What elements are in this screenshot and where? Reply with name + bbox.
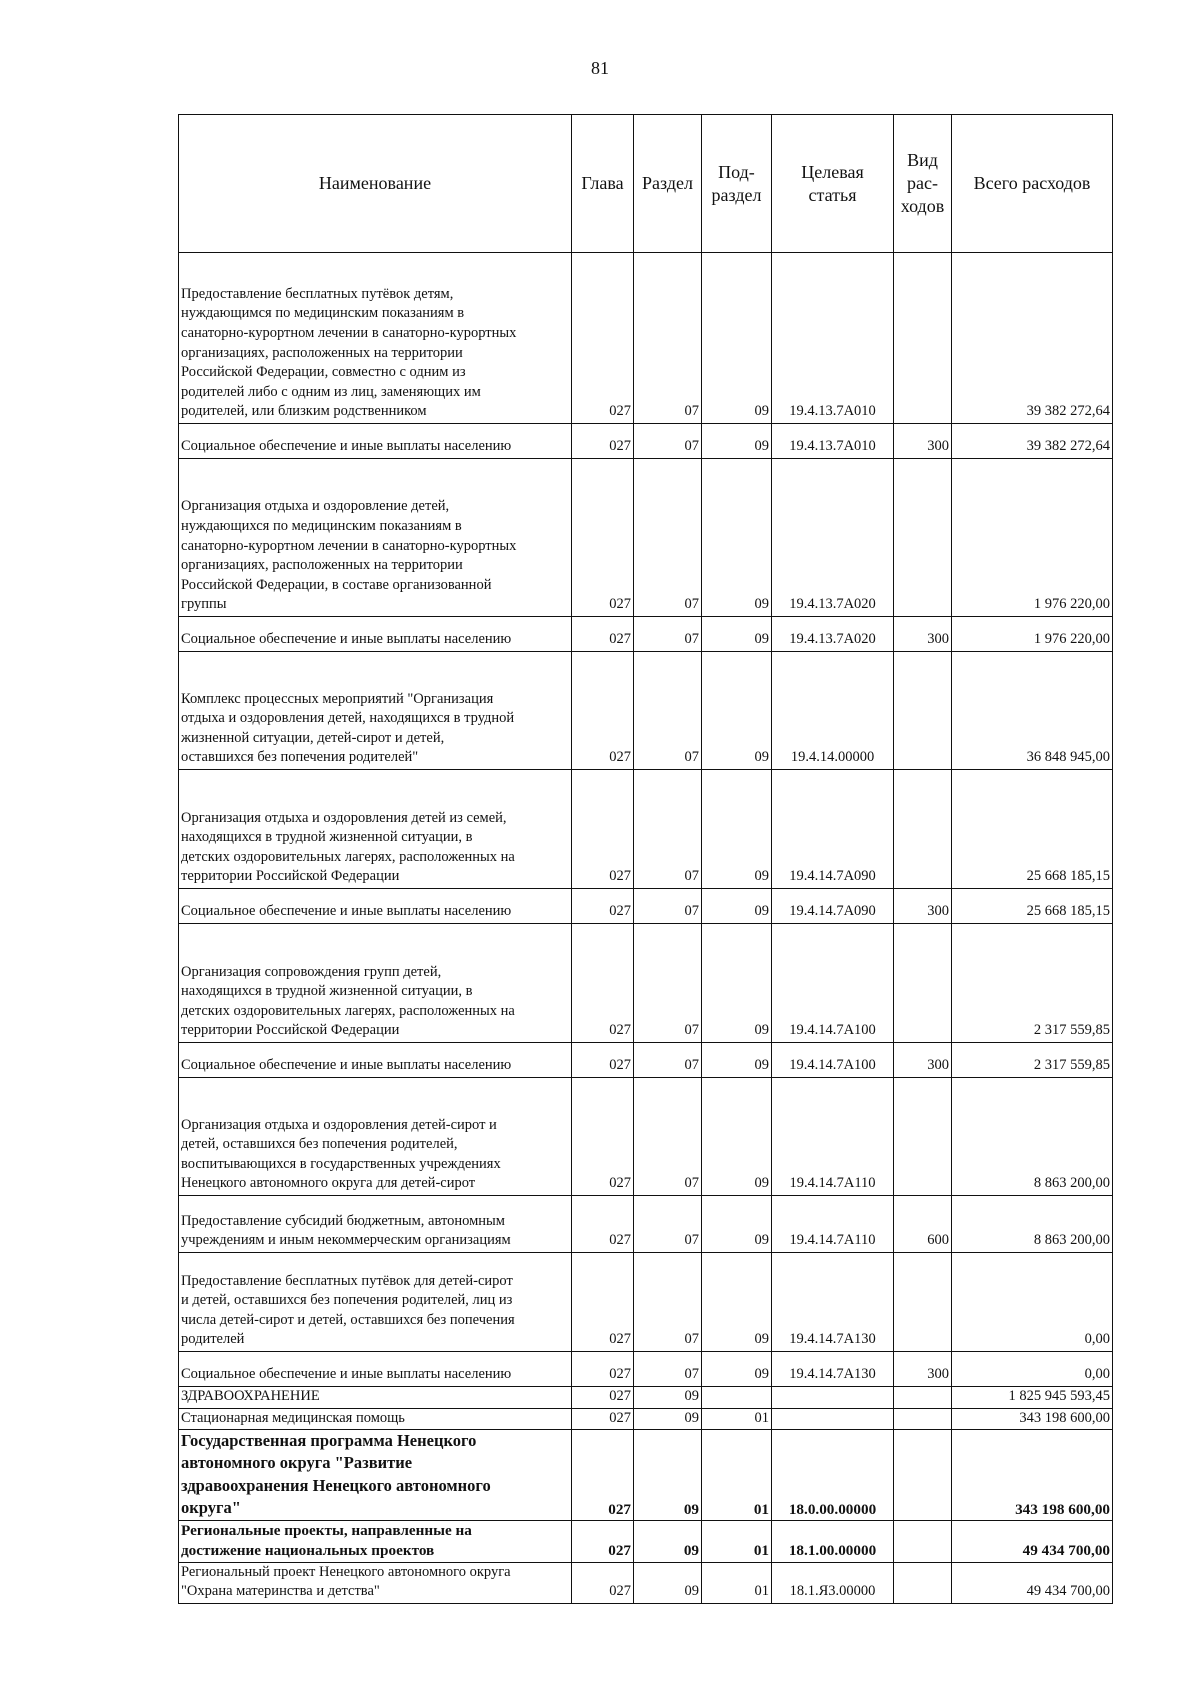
cell-celevaya (772, 1408, 894, 1430)
cell-vid (894, 1562, 952, 1603)
cell-glava: 027 (572, 1078, 634, 1196)
cell-celevaya (772, 1387, 894, 1409)
cell-total: 49 434 700,00 (952, 1562, 1113, 1603)
cell-name (179, 459, 572, 617)
cell-total: 1 825 945 593,45 (952, 1387, 1113, 1409)
cell-razdel: 07 (634, 1043, 702, 1078)
cell-total: 39 382 272,64 (952, 253, 1113, 424)
page-number: 81 (591, 58, 609, 78)
cell-total: 25 668 185,15 (952, 770, 1113, 889)
cell-celevaya: 19.4.14.7А110 (772, 1078, 894, 1196)
cell-total: 8 863 200,00 (952, 1078, 1113, 1196)
cell-vid: 300 (894, 424, 952, 459)
table-row (179, 1562, 1113, 1603)
cell-name (179, 1562, 572, 1603)
header-name: Наименование (179, 115, 572, 253)
table-row (179, 1387, 1113, 1409)
row-name-text: Предоставление бесплатных путёвок для детей-сирот и детей, оставшихся без попечения родителей, лиц из числа детей-сирот и детей, оставшихся без попечения родителей (181, 1272, 515, 1348)
row-name-text: Социальное обеспечение и иные выплаты населению (181, 1366, 512, 1383)
cell-total: 2 317 559,85 (952, 924, 1113, 1043)
row-name-text: Государственная программа Ненецкого автономного округа "Развитие здравоохранения Ненецкого автономного округа" (181, 1431, 491, 1518)
cell-podrazdel: 09 (702, 652, 772, 770)
cell-celevaya: 19.4.13.7А020 (772, 459, 894, 617)
cell-razdel: 07 (634, 253, 702, 424)
cell-total: 1 976 220,00 (952, 617, 1113, 652)
cell-vid (894, 1521, 952, 1562)
cell-razdel: 07 (634, 652, 702, 770)
table-row (179, 1196, 1113, 1253)
cell-total: 0,00 (952, 1352, 1113, 1387)
cell-podrazdel: 09 (702, 1196, 772, 1253)
table-row (179, 1043, 1113, 1078)
row-name-text: Социальное обеспечение и иные выплаты населению (181, 1057, 512, 1074)
table-row (179, 652, 1113, 770)
cell-podrazdel: 09 (702, 1078, 772, 1196)
cell-podrazdel: 09 (702, 617, 772, 652)
cell-name (179, 253, 572, 424)
cell-vid (894, 1078, 952, 1196)
cell-glava: 027 (572, 1196, 634, 1253)
cell-total: 343 198 600,00 (952, 1430, 1113, 1521)
table-row (179, 459, 1113, 617)
table-row (179, 1078, 1113, 1196)
cell-vid (894, 652, 952, 770)
table-row (179, 424, 1113, 459)
cell-glava: 027 (572, 1430, 634, 1521)
header-row (179, 115, 1113, 253)
cell-glava: 027 (572, 1562, 634, 1603)
cell-name (179, 1196, 572, 1253)
cell-razdel: 07 (634, 1078, 702, 1196)
row-name-text: Организация отдыха и оздоровление детей, нуждающихся по медицинским показаниям в санаторно-курортном лечении в санаторно-курортных организациях, расположенных на территории Российской Федерации, в составе организованной группы (181, 498, 517, 613)
row-name-text: Социальное обеспечение и иные выплаты населению (181, 903, 512, 920)
row-name-text: Организация отдыха и оздоровления детей из семей, находящихся в трудной жизненной ситуации, в детских оздоровительных лагерях, расположенных на территории Российской Федерации (181, 809, 515, 885)
cell-name (179, 1253, 572, 1352)
cell-glava: 027 (572, 1387, 634, 1409)
row-name-text: Предоставление субсидий бюджетным, автономным учреждениям и иным некоммерческим организациям (181, 1212, 511, 1249)
cell-vid: 600 (894, 1196, 952, 1253)
cell-celevaya: 19.4.14.7А090 (772, 770, 894, 889)
row-name-text: Стационарная медицинская помощь (181, 1409, 405, 1426)
cell-glava: 027 (572, 924, 634, 1043)
cell-name (179, 889, 572, 924)
table-row (179, 253, 1113, 424)
row-name-text: Социальное обеспечение и иные выплаты населению (181, 631, 512, 648)
cell-celevaya: 19.4.14.00000 (772, 652, 894, 770)
cell-celevaya: 18.0.00.00000 (772, 1430, 894, 1521)
cell-podrazdel: 09 (702, 1352, 772, 1387)
cell-glava: 027 (572, 889, 634, 924)
cell-celevaya: 19.4.14.7А100 (772, 924, 894, 1043)
table-row (179, 1430, 1113, 1521)
table-row (179, 889, 1113, 924)
cell-total: 2 317 559,85 (952, 1043, 1113, 1078)
cell-glava: 027 (572, 617, 634, 652)
cell-total: 39 382 272,64 (952, 424, 1113, 459)
table-row (179, 924, 1113, 1043)
cell-vid (894, 770, 952, 889)
cell-razdel: 07 (634, 1253, 702, 1352)
cell-podrazdel: 01 (702, 1408, 772, 1430)
cell-name (179, 652, 572, 770)
table-row (179, 617, 1113, 652)
row-name-text: Организация отдыха и оздоровления детей-сирот и детей, оставшихся без попечения родителей, воспитывающихся в государственных учреждениях Ненецкого автономного округа для детей-сирот (181, 1116, 501, 1192)
cell-podrazdel: 09 (702, 459, 772, 617)
cell-glava: 027 (572, 253, 634, 424)
cell-podrazdel: 09 (702, 924, 772, 1043)
cell-celevaya: 19.4.14.7А090 (772, 889, 894, 924)
budget-table (178, 114, 1113, 1604)
cell-razdel: 09 (634, 1430, 702, 1521)
header-total: Всего расходов (952, 115, 1113, 253)
cell-vid: 300 (894, 617, 952, 652)
cell-razdel: 07 (634, 770, 702, 889)
cell-celevaya: 19.4.13.7А020 (772, 617, 894, 652)
cell-name (179, 424, 572, 459)
cell-total: 25 668 185,15 (952, 889, 1113, 924)
cell-celevaya: 19.4.14.7А100 (772, 1043, 894, 1078)
table-row (179, 1352, 1113, 1387)
cell-celevaya: 19.4.13.7А010 (772, 424, 894, 459)
cell-vid (894, 924, 952, 1043)
cell-celevaya: 19.4.14.7А130 (772, 1352, 894, 1387)
cell-name (179, 1078, 572, 1196)
cell-razdel: 07 (634, 1196, 702, 1253)
cell-vid: 300 (894, 889, 952, 924)
row-name-text: Социальное обеспечение и иные выплаты населению (181, 438, 512, 455)
cell-name (179, 1521, 572, 1562)
cell-name (179, 924, 572, 1043)
cell-podrazdel: 09 (702, 889, 772, 924)
cell-glava: 027 (572, 424, 634, 459)
row-name-text: Региональные проекты, направленные на достижение национальных проектов (181, 1522, 472, 1559)
cell-vid (894, 1408, 952, 1430)
cell-total: 49 434 700,00 (952, 1521, 1113, 1562)
header-celevaya: Целевая статья (772, 115, 894, 253)
cell-podrazdel: 09 (702, 253, 772, 424)
cell-razdel: 09 (634, 1562, 702, 1603)
table-row (179, 1408, 1113, 1430)
header-razdel: Раздел (634, 115, 702, 253)
cell-podrazdel (702, 1387, 772, 1409)
header-podrazdel: Под- раздел (702, 115, 772, 253)
table-row (179, 770, 1113, 889)
cell-vid (894, 253, 952, 424)
header-glava: Глава (572, 115, 634, 253)
row-name-text: Организация сопровождения групп детей, находящихся в трудной жизненной ситуации, в детских оздоровительных лагерях, расположенных на территории Российской Федерации (181, 963, 515, 1039)
cell-podrazdel: 01 (702, 1430, 772, 1521)
cell-total: 36 848 945,00 (952, 652, 1113, 770)
cell-name (179, 1408, 572, 1430)
cell-name (179, 1387, 572, 1409)
cell-glava: 027 (572, 770, 634, 889)
cell-razdel: 09 (634, 1387, 702, 1409)
cell-razdel: 07 (634, 424, 702, 459)
cell-total: 8 863 200,00 (952, 1196, 1113, 1253)
cell-razdel: 07 (634, 889, 702, 924)
cell-glava: 027 (572, 1253, 634, 1352)
cell-celevaya: 18.1.00.00000 (772, 1521, 894, 1562)
cell-podrazdel: 09 (702, 424, 772, 459)
cell-razdel: 07 (634, 924, 702, 1043)
cell-razdel: 09 (634, 1521, 702, 1562)
cell-name (179, 1430, 572, 1521)
cell-glava: 027 (572, 459, 634, 617)
cell-total: 1 976 220,00 (952, 459, 1113, 617)
cell-vid (894, 1387, 952, 1409)
cell-podrazdel: 09 (702, 1043, 772, 1078)
cell-razdel: 07 (634, 617, 702, 652)
cell-celevaya: 19.4.14.7А110 (772, 1196, 894, 1253)
cell-vid: 300 (894, 1043, 952, 1078)
cell-vid (894, 1253, 952, 1352)
table-body (179, 253, 1113, 1604)
cell-total: 0,00 (952, 1253, 1113, 1352)
cell-razdel: 07 (634, 1352, 702, 1387)
cell-glava: 027 (572, 1408, 634, 1430)
cell-celevaya: 19.4.13.7А010 (772, 253, 894, 424)
row-name-text: Региональный проект Ненецкого автономного округа "Охрана материнства и детства" (181, 1563, 511, 1600)
cell-name (179, 1352, 572, 1387)
cell-podrazdel: 01 (702, 1562, 772, 1603)
cell-razdel: 09 (634, 1408, 702, 1430)
table-row (179, 1253, 1113, 1352)
table-row (179, 1521, 1113, 1562)
cell-podrazdel: 01 (702, 1521, 772, 1562)
cell-name (179, 770, 572, 889)
cell-glava: 027 (572, 1521, 634, 1562)
cell-glava: 027 (572, 1043, 634, 1078)
cell-vid: 300 (894, 1352, 952, 1387)
cell-name (179, 617, 572, 652)
row-name-text: Комплекс процессных мероприятий "Организация отдыха и оздоровления детей, находящихся в трудной жизненной ситуации, детей-сирот и детей, оставшихся без попечения родителей" (181, 690, 515, 766)
cell-total: 343 198 600,00 (952, 1408, 1113, 1430)
cell-razdel: 07 (634, 459, 702, 617)
header-vid: Вид рас- ходов (894, 115, 952, 253)
row-name-text: Предоставление бесплатных путёвок детям, нуждающимся по медицинским показаниям в санаторно-курортном лечении в санаторно-курортных организациях, расположенных на территории Российской Федерации, совместно с одним из родителей либо с одним из лиц, заменяющих им родителей, или близким родственником (181, 285, 517, 420)
cell-glava: 027 (572, 652, 634, 770)
cell-glava: 027 (572, 1352, 634, 1387)
cell-celevaya: 18.1.Я3.00000 (772, 1562, 894, 1603)
cell-podrazdel: 09 (702, 770, 772, 889)
row-name-text: ЗДРАВООХРАНЕНИЕ (181, 1388, 320, 1404)
cell-celevaya: 19.4.14.7А130 (772, 1253, 894, 1352)
cell-podrazdel: 09 (702, 1253, 772, 1352)
cell-vid (894, 1430, 952, 1521)
cell-name (179, 1043, 572, 1078)
cell-vid (894, 459, 952, 617)
